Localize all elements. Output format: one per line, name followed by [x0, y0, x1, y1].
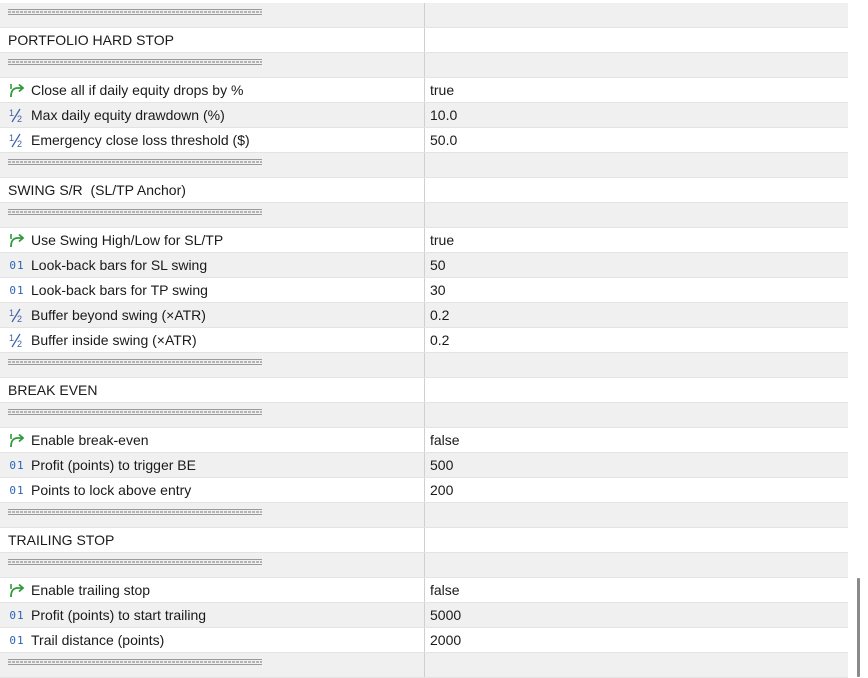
param-row[interactable]: [0, 253, 848, 278]
bool-arrow-icon: [8, 82, 26, 98]
param-name-cell: [0, 553, 425, 577]
separator-line: [8, 209, 262, 215]
double-half-icon: [8, 307, 26, 323]
param-value: 0.2: [430, 307, 450, 323]
param-label: Enable break-even: [31, 432, 149, 448]
param-name-cell: [0, 453, 425, 477]
param-value-cell: [425, 3, 848, 27]
param-value: 30: [430, 282, 446, 298]
param-label: Trail distance (points): [31, 632, 165, 648]
separator-line: [8, 409, 262, 415]
svg-text:1: 1: [9, 308, 15, 318]
param-row[interactable]: [0, 228, 848, 253]
svg-text:2: 2: [17, 139, 23, 148]
separator-line: [8, 659, 262, 665]
param-name-cell: [0, 578, 425, 602]
param-value: 2000: [430, 632, 462, 648]
param-value: 0.2: [430, 332, 450, 348]
section-title: SWING S/R (SL/TP Anchor): [8, 182, 186, 198]
param-value: 200: [430, 482, 454, 498]
param-value: 500: [430, 457, 454, 473]
param-name-cell: [0, 503, 425, 527]
integer-icon: 01: [9, 633, 25, 647]
param-name-cell: [0, 403, 425, 427]
param-label: Profit (points) to trigger BE: [31, 457, 196, 473]
param-value-cell[interactable]: [425, 278, 848, 302]
param-value: false: [430, 432, 460, 448]
param-label: Close all if daily equity drops by %: [31, 82, 244, 98]
inputs-grid: [0, 3, 848, 678]
param-row[interactable]: [0, 428, 848, 453]
param-value-cell[interactable]: [425, 103, 848, 127]
param-value: 50.0: [430, 132, 458, 148]
param-value-cell: [425, 528, 848, 552]
param-name-cell: [0, 128, 425, 152]
param-row[interactable]: [0, 278, 848, 303]
param-row[interactable]: [0, 628, 848, 653]
param-row[interactable]: [0, 453, 848, 478]
separator-row: [0, 553, 848, 578]
svg-text:2: 2: [17, 314, 23, 323]
param-value-cell[interactable]: [425, 78, 848, 102]
param-value-cell[interactable]: [425, 303, 848, 327]
param-label: Emergency close loss threshold ($): [31, 132, 250, 148]
param-value: false: [430, 582, 460, 598]
bool-arrow-icon: [8, 582, 26, 598]
param-label: Buffer inside swing (×ATR): [31, 332, 197, 348]
param-value: 50: [430, 257, 446, 273]
param-value-cell[interactable]: [425, 328, 848, 352]
separator-row: [0, 53, 848, 78]
param-row[interactable]: [0, 603, 848, 628]
param-value-cell: [425, 153, 848, 177]
param-label: Points to lock above entry: [31, 482, 192, 498]
param-value-cell: [425, 203, 848, 227]
separator-row: [0, 3, 848, 28]
param-value-cell[interactable]: [425, 228, 848, 252]
svg-text:1: 1: [9, 133, 15, 143]
param-value-cell[interactable]: [425, 453, 848, 477]
param-value-cell[interactable]: [425, 478, 848, 502]
separator-row: [0, 203, 848, 228]
param-label: Enable trailing stop: [31, 582, 151, 598]
param-name-cell: [0, 78, 425, 102]
param-value-cell[interactable]: [425, 428, 848, 452]
param-name-cell: [0, 303, 425, 327]
param-value-cell[interactable]: [425, 603, 848, 627]
bool-arrow-icon: [8, 232, 26, 248]
param-row[interactable]: [0, 303, 848, 328]
param-name-cell: [0, 628, 425, 652]
integer-icon: 01: [9, 608, 25, 622]
param-value: 10.0: [430, 107, 458, 123]
param-name-cell: [0, 378, 425, 402]
separator-row: [0, 653, 848, 678]
section-title: TRAILING STOP: [8, 532, 115, 548]
param-row[interactable]: [0, 578, 848, 603]
param-row[interactable]: [0, 128, 848, 153]
param-name-cell: [0, 178, 425, 202]
integer-icon: 01: [9, 258, 25, 272]
param-name-cell: [0, 228, 425, 252]
param-name-cell: [0, 253, 425, 277]
section-header-row: [0, 178, 848, 203]
param-name-cell: [0, 353, 425, 377]
separator-line: [8, 59, 262, 65]
param-row[interactable]: [0, 478, 848, 503]
param-name-cell: [0, 528, 425, 552]
param-name-cell: [0, 428, 425, 452]
param-name-cell: [0, 53, 425, 77]
param-value-cell[interactable]: [425, 128, 848, 152]
separator-row: [0, 403, 848, 428]
section-header-row: [0, 378, 848, 403]
param-name-cell: [0, 328, 425, 352]
param-value-cell: [425, 553, 848, 577]
param-value-cell: [425, 403, 848, 427]
scrollbar[interactable]: [850, 0, 868, 677]
param-value-cell: [425, 178, 848, 202]
bool-arrow-icon: [8, 432, 26, 448]
param-name-cell: [0, 278, 425, 302]
section-header-row: [0, 528, 848, 553]
param-value-cell: [425, 378, 848, 402]
section-title: BREAK EVEN: [8, 382, 98, 398]
separator-line: [8, 509, 262, 515]
param-name-cell: [0, 478, 425, 502]
separator-line: [8, 9, 262, 15]
param-label: Look-back bars for SL swing: [31, 257, 208, 273]
param-value: 5000: [430, 607, 462, 623]
param-name-cell: [0, 203, 425, 227]
param-label: Use Swing High/Low for SL/TP: [31, 232, 224, 248]
section-header-row: [0, 28, 848, 53]
param-name-cell: [0, 103, 425, 127]
param-value-cell: [425, 653, 848, 677]
separator-line: [8, 559, 262, 565]
param-value-cell: [425, 353, 848, 377]
param-row[interactable]: [0, 78, 848, 103]
double-half-icon: [8, 332, 26, 348]
param-value-cell[interactable]: [425, 578, 848, 602]
separator-row: [0, 153, 848, 178]
param-label: Profit (points) to start trailing: [31, 607, 207, 623]
param-value-cell: [425, 53, 848, 77]
param-value: true: [430, 232, 455, 248]
param-name-cell: [0, 3, 425, 27]
integer-icon: 01: [9, 458, 25, 472]
param-label: Max daily equity drawdown (%): [31, 107, 225, 123]
separator-row: [0, 503, 848, 528]
param-row[interactable]: [0, 328, 848, 353]
param-name-cell: [0, 653, 425, 677]
integer-icon: 01: [9, 483, 25, 497]
separator-line: [8, 159, 262, 165]
svg-text:1: 1: [9, 108, 15, 118]
svg-text:2: 2: [17, 114, 23, 123]
param-name-cell: [0, 153, 425, 177]
separator-row: [0, 353, 848, 378]
section-title: PORTFOLIO HARD STOP: [8, 32, 174, 48]
param-label: Buffer beyond swing (×ATR): [31, 307, 206, 323]
param-row[interactable]: [0, 103, 848, 128]
param-value-cell: [425, 503, 848, 527]
param-name-cell: [0, 28, 425, 52]
scrollbar-thumb[interactable]: [857, 578, 860, 677]
svg-text:2: 2: [17, 339, 23, 348]
param-name-cell: [0, 603, 425, 627]
param-value-cell[interactable]: [425, 628, 848, 652]
param-value: true: [430, 82, 455, 98]
param-label: Look-back bars for TP swing: [31, 282, 208, 298]
double-half-icon: [8, 132, 26, 148]
separator-line: [8, 359, 262, 365]
integer-icon: 01: [9, 283, 25, 297]
param-value-cell[interactable]: [425, 253, 848, 277]
svg-text:1: 1: [9, 333, 15, 343]
double-half-icon: [8, 107, 26, 123]
param-value-cell: [425, 28, 848, 52]
